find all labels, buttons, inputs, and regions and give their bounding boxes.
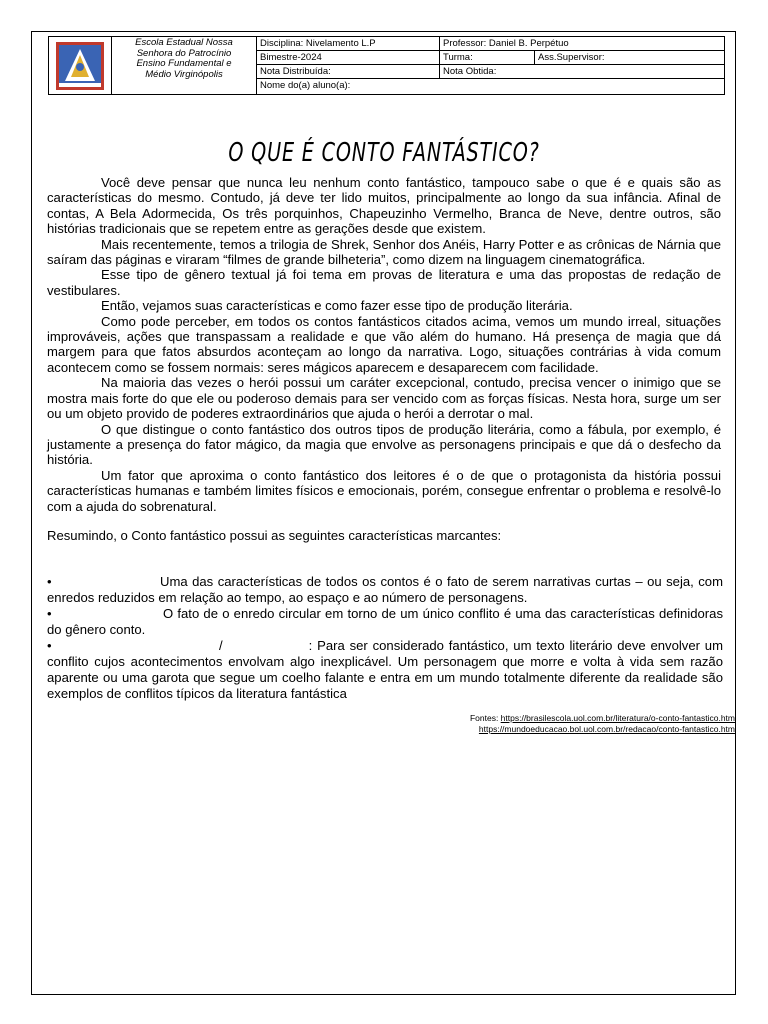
source-line (470, 724, 735, 735)
school-name-line: Ensino Fundamental e (136, 58, 232, 69)
sources-label: Fontes: (469, 713, 501, 723)
professor-field: Professor: Daniel B. Perpétuo (440, 37, 724, 51)
student-name-field[interactable]: Nome do(a) aluno(a): (260, 80, 351, 91)
paragraph: Esse tipo de gênero textual já foi tema em provas de literatura e uma das propostas de redação de vestibulares. (47, 267, 721, 298)
list-item-text: : Para ser considerado fantástico, um texto literário deve envolver um conflito cujos acontecimentos envolvam algo inexplicável. Um personagem que morre e volta à vida sem razão aparente ou uma garota que segue um coelho falante e entra em um mundo totalmente diferente da realidade são exemplos de conflitos típicos da literatura fantástica (47, 638, 723, 701)
school-name-line: Escola Estadual Nossa (135, 37, 233, 48)
paragraph: Então, vejamos suas características e como fazer esse tipo de produção literária. (101, 298, 573, 314)
source-line (470, 713, 735, 724)
supervisor-field[interactable]: Ass.Supervisor: (535, 51, 724, 65)
paragraph: Como pode perceber, em todos os contos fantásticos citados acima, vemos um mundo irreal, situações improváveis, ações que transpassam a realidade e que vão além do humano. Há presença de magia que dá margem para que fatos absurdos aconteçam ao longo da narrativa. Logo, situações contrárias à vida comum acontecem como se fossem normais: seres mágicos aparecem e desaparecem com facilidade. (47, 313, 721, 375)
article-body (47, 175, 721, 543)
bullet-icon: • (47, 638, 52, 653)
paragraph: Um fator que aproxima o conto fantástico dos leitores é o de que o protagonista da história possui características humanas e também limites físicos e emocionais, porém, consegue enfrentar o problema e resolvê-lo com a ajuda do sobrenatural. (47, 467, 721, 514)
disciplina-field: Disciplina: Nivelamento L.P (257, 37, 440, 51)
list-item (47, 638, 723, 702)
bimestre-field: Bimestre-2024 (257, 51, 440, 65)
paragraph: O que distingue o conto fantástico dos outros tipos de produção literária, como a fábula, por exemplo, é justamente a presença do fator mágico, da magia que envolve as personagens principais e que dá o desfecho da história. (47, 421, 721, 468)
source-link[interactable]: https://brasilescola.uol.com.br/literatura/o-conto-fantastico.htm (500, 713, 735, 723)
school-header (48, 36, 725, 95)
bullet-icon: • (47, 574, 52, 589)
summary-line: Resumindo, o Conto fantástico possui as seguintes características marcantes: (47, 527, 502, 543)
school-name-line: Médio Virginópolis (145, 68, 223, 80)
header-fields (257, 37, 724, 94)
paragraph: Mais recentemente, temos a trilogia de Shrek, Senhor dos Anéis, Harry Potter e as crônicas de Nárnia que saíram das páginas e viraram “filmes de grande bilheteria”, como dizem na linguagem cinematográfica. (47, 236, 721, 268)
list-item (47, 606, 723, 638)
turma-field[interactable]: Turma: (440, 51, 535, 65)
source-link[interactable]: https://mundoeducacao.bol.uol.com.br/redacao/conto-fantastico.htm (478, 724, 735, 734)
nota-distribuida-field[interactable]: Nota Distribuída: (257, 65, 440, 79)
school-name (112, 37, 257, 94)
characteristics-list (47, 574, 723, 702)
school-emblem-icon (55, 41, 105, 91)
list-item-text: O fato de o enredo circular em torno de um único conflito é uma das características definidoras do gênero conto. (47, 606, 723, 637)
list-item (47, 574, 723, 606)
sources (470, 713, 735, 735)
list-item-text: Uma das características de todos os contos é o fato de serem narrativas curtas – ou seja, com enredos reduzidos em relação ao tempo, ao espaço e ao número de personagens. (47, 574, 723, 605)
bullet-icon: • (47, 606, 52, 621)
paragraph: Você deve pensar que nunca leu nenhum conto fantástico, tampouco sabe o que é e quais são as características do mesmo. Contudo, já deve ter lido muitos, principalmente ao longo da sua infância. Afinal de contas, A Bela Adormecida, Os três porquinhos, Chapeuzinho Vermelho, Branca de Neve, dentre outros, são histórias tradicionais que se repetem entre as gerações desde que existem. (47, 175, 721, 237)
nota-obtida-field[interactable]: Nota Obtida: (440, 65, 724, 79)
paragraph: Na maioria das vezes o herói possui um caráter excepcional, contudo, precisa vencer o inimigo que se mostra mais forte do que ele ou poderoso demais para ser vencido com as forças físicas. Nesta hora, surge um ser ou um objeto provido de poderes extraordinários que ajuda o herói a derrotar o mal. (47, 375, 721, 422)
school-logo (49, 37, 112, 94)
school-name-line: Senhora do Patrocínio (136, 47, 232, 59)
page-title: O QUE É CONTO FANTÁSTICO? (228, 138, 540, 168)
slash-separator: / (219, 638, 223, 653)
